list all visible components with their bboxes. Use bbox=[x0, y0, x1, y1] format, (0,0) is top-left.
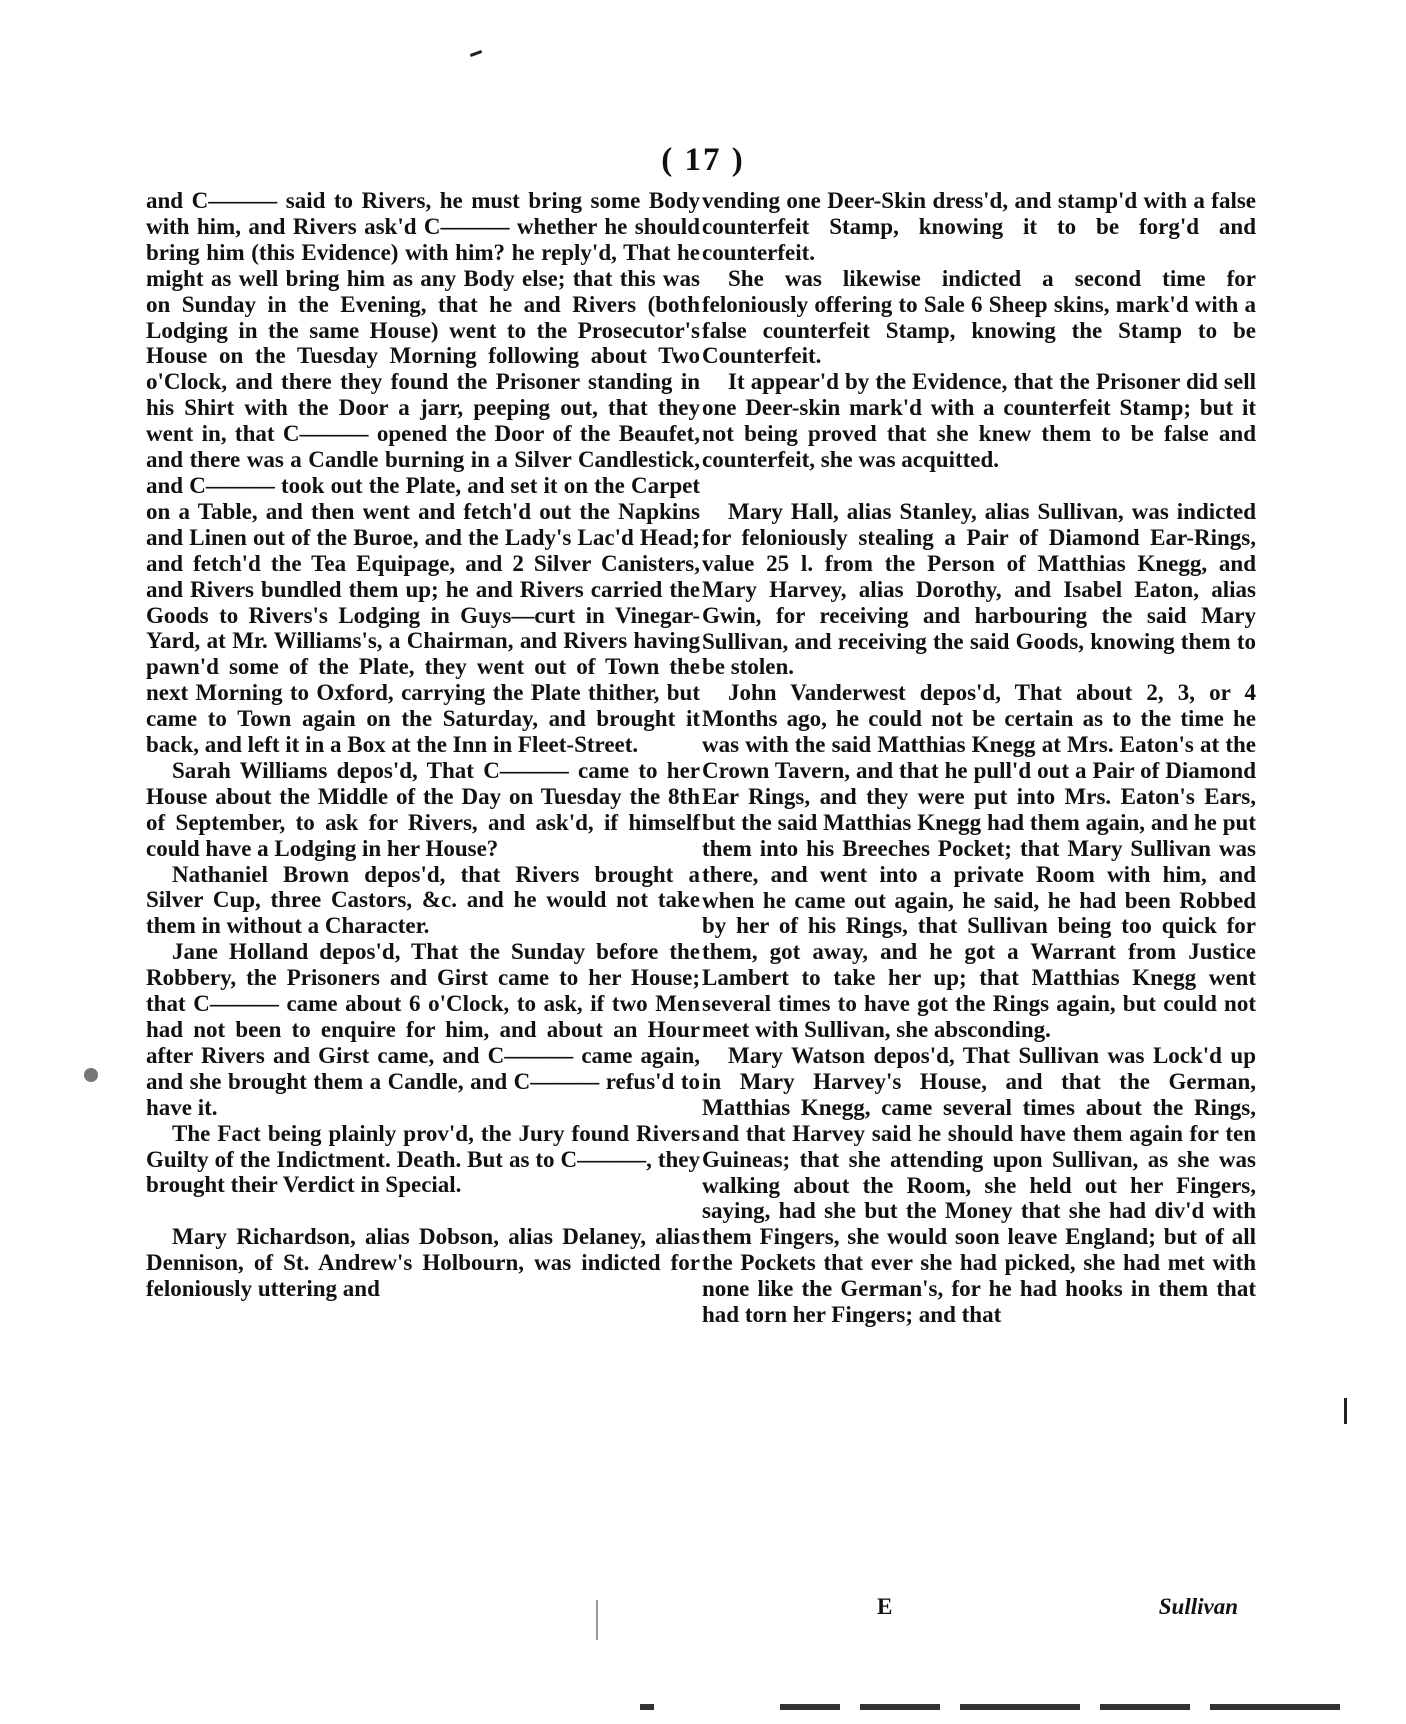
scan-speck bbox=[470, 50, 482, 57]
scan-speck bbox=[596, 1600, 598, 1640]
paragraph: The Fact being plainly prov'd, the Jury found Rivers Guilty of the Indictment. Death. But as to C———, they brought their Verdict in Special. bbox=[146, 1120, 700, 1198]
paragraph: Mary Hall, alias Stanley, alias Sullivan, was indicted for feloniously stealing a Pair of Diamond Ear-Rings, value 25 l. from the Person of Matthias Knegg, and Mary Harvey, alias Dorothy, and Isabel Eaton, alias Gwin, for receiving and harbouring the said Mary Sullivan, and receiving the said Goods, knowing them to be stolen. bbox=[702, 498, 1256, 680]
scan-speck bbox=[84, 1068, 98, 1082]
paragraph: Nathaniel Brown depos'd, that Rivers brought a Silver Cup, three Castors, &c. and he would not take them in without a Character. bbox=[146, 861, 700, 939]
paragraph: Sarah Williams depos'd, That C——— came to her House about the Middle of the Day on Tuesday the 8th of September, to ask for Rivers, and ask'd, if himself could have a Lodging in her House? bbox=[146, 757, 700, 861]
paragraph: Jane Holland depos'd, That the Sunday before the Robbery, the Prisoners and Girst came to her House; that C——— came about 6 o'Clock, to ask, if two Men had not been to enquire for him, and about an Hour after Rivers and Girst came, and C——— came again, and she brought them a Candle, and C——— refus'd to have it. bbox=[146, 939, 700, 1120]
page-number: ( 17 ) bbox=[661, 142, 745, 178]
paragraph: John Vanderwest depos'd, That about 2, 3, or 4 Months ago, he could not be certain as to the time he was with the said Matthias Knegg at Mrs. Eaton's at the Crown Tavern, and that he pull'd out a Pair of Diamond Ear Rings, and they were put into Mrs. Eaton's Ears, but the said Matthias Knegg had them again, and he put them into his Breeches Pocket; that Mary Sullivan was there, and went into a private Room with him, and when he came out again, he said, he had been Robbed by her of his Rings, that Sullivan being too quick for them, got away, and he got a Warrant from Justice Lambert to take her up; that Matthias Knegg went several times to have got the Rings again, but could not meet with Sullivan, she absconding. bbox=[702, 680, 1256, 1043]
footer-print-marks bbox=[640, 1704, 1360, 1712]
paragraph: Mary Watson depos'd, That Sullivan was Lock'd up in Mary Harvey's House, and that the German, Matthias Knegg, came several times about the Rings, and that Harvey said he should have them again for ten Guineas; that she attending upon Sullivan, as she was walking about the Room, she held out her Fingers, saying, had she but the Money that she had div'd with them Fingers, she would soon leave England; but of all the Pockets that ever she had picked, she had met with none like the German's, for he had hooks in them that had torn her Fingers; and that bbox=[702, 1043, 1256, 1328]
catchline bbox=[702, 1594, 1256, 1624]
scan-speck bbox=[1344, 1398, 1347, 1424]
right-column bbox=[702, 188, 1256, 1328]
paragraph: She was likewise indicted a second time for feloniously offering to Sale 6 Sheep skins, mark'd with a false counterfeit Stamp, knowing the Stamp to be Counterfeit. bbox=[702, 265, 1256, 369]
paragraph: It appear'd by the Evidence, that the Prisoner did sell one Deer-skin mark'd with a counterfeit Stamp; but it not being proved that she knew them to be false and counterfeit, she was acquitted. bbox=[702, 369, 1256, 473]
signature-mark: E bbox=[877, 1594, 893, 1619]
paragraph: Mary Richardson, alias Dobson, alias Delaney, alias Dennison, of St. Andrew's Holbourn, was indicted for feloniously uttering and bbox=[146, 1224, 700, 1302]
left-column bbox=[146, 188, 700, 1302]
catchword: Sullivan bbox=[1158, 1594, 1238, 1619]
paragraph: and C——— said to Rivers, he must bring some Body with him, and Rivers ask'd C——— whether he should bring him (this Evidence) with him? he reply'd, That he might as well bring him as any Body else; that this was on Sunday in the Evening, that he and Rivers (both Lodging in the same House) went to the Prosecutor's House on the Tuesday Morning following about Two o'Clock, and there they found the Prisoner standing in his Shirt with the Door a jarr, peeping out, that they went in, that C——— opened the Door of the Beaufet, and there was a Candle burning in a Silver Candlestick, and C——— took out the Plate, and set it on the Carpet on a Table, and then went and fetch'd out the Napkins and Linen out of the Buroe, and the Lady's Lac'd Head; and fetch'd the Tea Equipage, and 2 Silver Canisters, and Rivers bundled them up; he and Rivers carried the Goods to Rivers's Lodging in Guys—curt in Vinegar-Yard, at Mr. Williams's, a Chairman, and Rivers having pawn'd some of the Plate, they went out of Town the next Morning to Oxford, carrying the Plate thither, but came to Town again on the Saturday, and brought it back, and left it in a Box at the Inn in Fleet-Street. bbox=[146, 188, 700, 758]
paragraph: vending one Deer-Skin dress'd, and stamp'd with a false counterfeit Stamp, knowing it to be forg'd and counterfeit. bbox=[702, 188, 1256, 265]
